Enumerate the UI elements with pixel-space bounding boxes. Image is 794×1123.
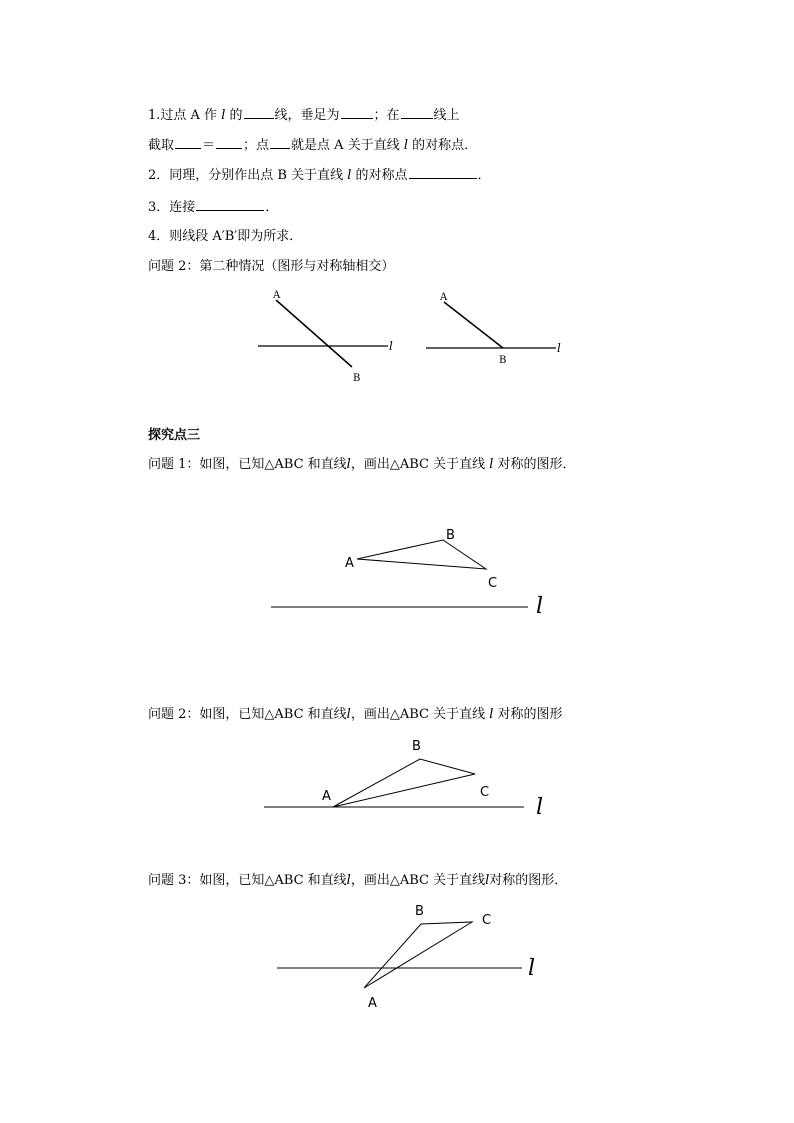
label-l: l (528, 956, 536, 981)
p3q1-text-b: ，画出△ABC 关于直线 (350, 457, 490, 472)
step1b-text-b: ＝ (202, 138, 216, 153)
line-l-symbol: l (346, 457, 351, 472)
step1-text-b: 的 (225, 108, 243, 123)
segment-ab (444, 302, 503, 348)
label-l: l (536, 795, 544, 820)
label-l: l (389, 339, 393, 353)
step4-text: 4．则线段 A′B′即为所求． (148, 229, 303, 244)
label-a: A (368, 996, 377, 1011)
line-l-symbol: l (489, 707, 494, 722)
label-l: l (557, 341, 561, 355)
p3q2-text-c: 对称的图形 (493, 707, 563, 722)
triangle-abc (333, 759, 475, 807)
figure-problem3 (277, 922, 522, 988)
q2-case2-text: 问题 2：第二种情况（图形与对称轴相交） (148, 259, 395, 274)
step1-text-e: 线上 (433, 108, 460, 123)
label-c: C (488, 576, 498, 591)
p3q2-text-a: 问题 2：如图，已知△ABC 和直线 (148, 707, 347, 722)
label-c: C (482, 913, 492, 928)
step1-text-c: 线，垂足为 (274, 108, 340, 123)
line-l-symbol: l (346, 707, 351, 722)
p3q3-text-a: 问题 3：如图，已知△ABC 和直线 (148, 873, 347, 888)
figure-case2-right (426, 302, 556, 348)
triangle-abc (357, 540, 486, 569)
p3q2-text-b: ，画出△ABC 关于直线 (350, 707, 490, 722)
step2-text-a: 2．同理，分别作出点 B 关于直线 (148, 168, 348, 183)
step2-text-b: 的对称点 (351, 168, 408, 183)
step1b-text-a: 截取 (148, 138, 175, 153)
p3q3-text-b: ，画出△ABC 关于直线 (350, 873, 486, 888)
step1-text-d: ；在 (373, 108, 400, 123)
segment-ab (276, 300, 352, 367)
label-b: B (446, 528, 455, 543)
step1b-text-c: ；点 (243, 138, 270, 153)
label-b: B (412, 739, 421, 754)
line-l-symbol: l (403, 138, 409, 153)
p3q1-text-a: 问题 1：如图，已知△ABC 和直线 (148, 457, 347, 472)
line-l-symbol: l (347, 168, 352, 183)
label-a: A (345, 556, 354, 571)
figure-problem1 (271, 540, 528, 607)
step1b-text-d: 就是点 A 关于直线 (291, 138, 404, 153)
section3-title-text: 探究点三 (148, 428, 201, 443)
step2-text-c: ． (477, 168, 491, 183)
label-b: B (415, 904, 424, 919)
step3-text-a: 3．连接 (148, 200, 196, 215)
label-b: B (353, 373, 361, 384)
line-l-symbol: l (489, 457, 494, 472)
p3q3-text-c: 对称的图形． (489, 873, 568, 888)
line-l-symbol: l (485, 873, 490, 888)
label-l: l (536, 594, 544, 619)
step1-text-a: 1.过点 A 作 (148, 108, 222, 123)
step1b-text-e: 的对称点． (408, 138, 478, 153)
p3q1-text-c: 对称的图形． (493, 457, 576, 472)
step3-text-b: ． (265, 200, 279, 215)
line-l-symbol: l (346, 873, 351, 888)
label-a: A (440, 292, 448, 303)
label-a: A (273, 290, 281, 301)
triangle-abc (364, 922, 472, 988)
label-b: B (499, 355, 507, 366)
figure-case2-left (258, 300, 388, 367)
label-c: C (480, 785, 490, 800)
line-l-symbol: l (221, 108, 226, 123)
label-a: A (322, 789, 331, 804)
